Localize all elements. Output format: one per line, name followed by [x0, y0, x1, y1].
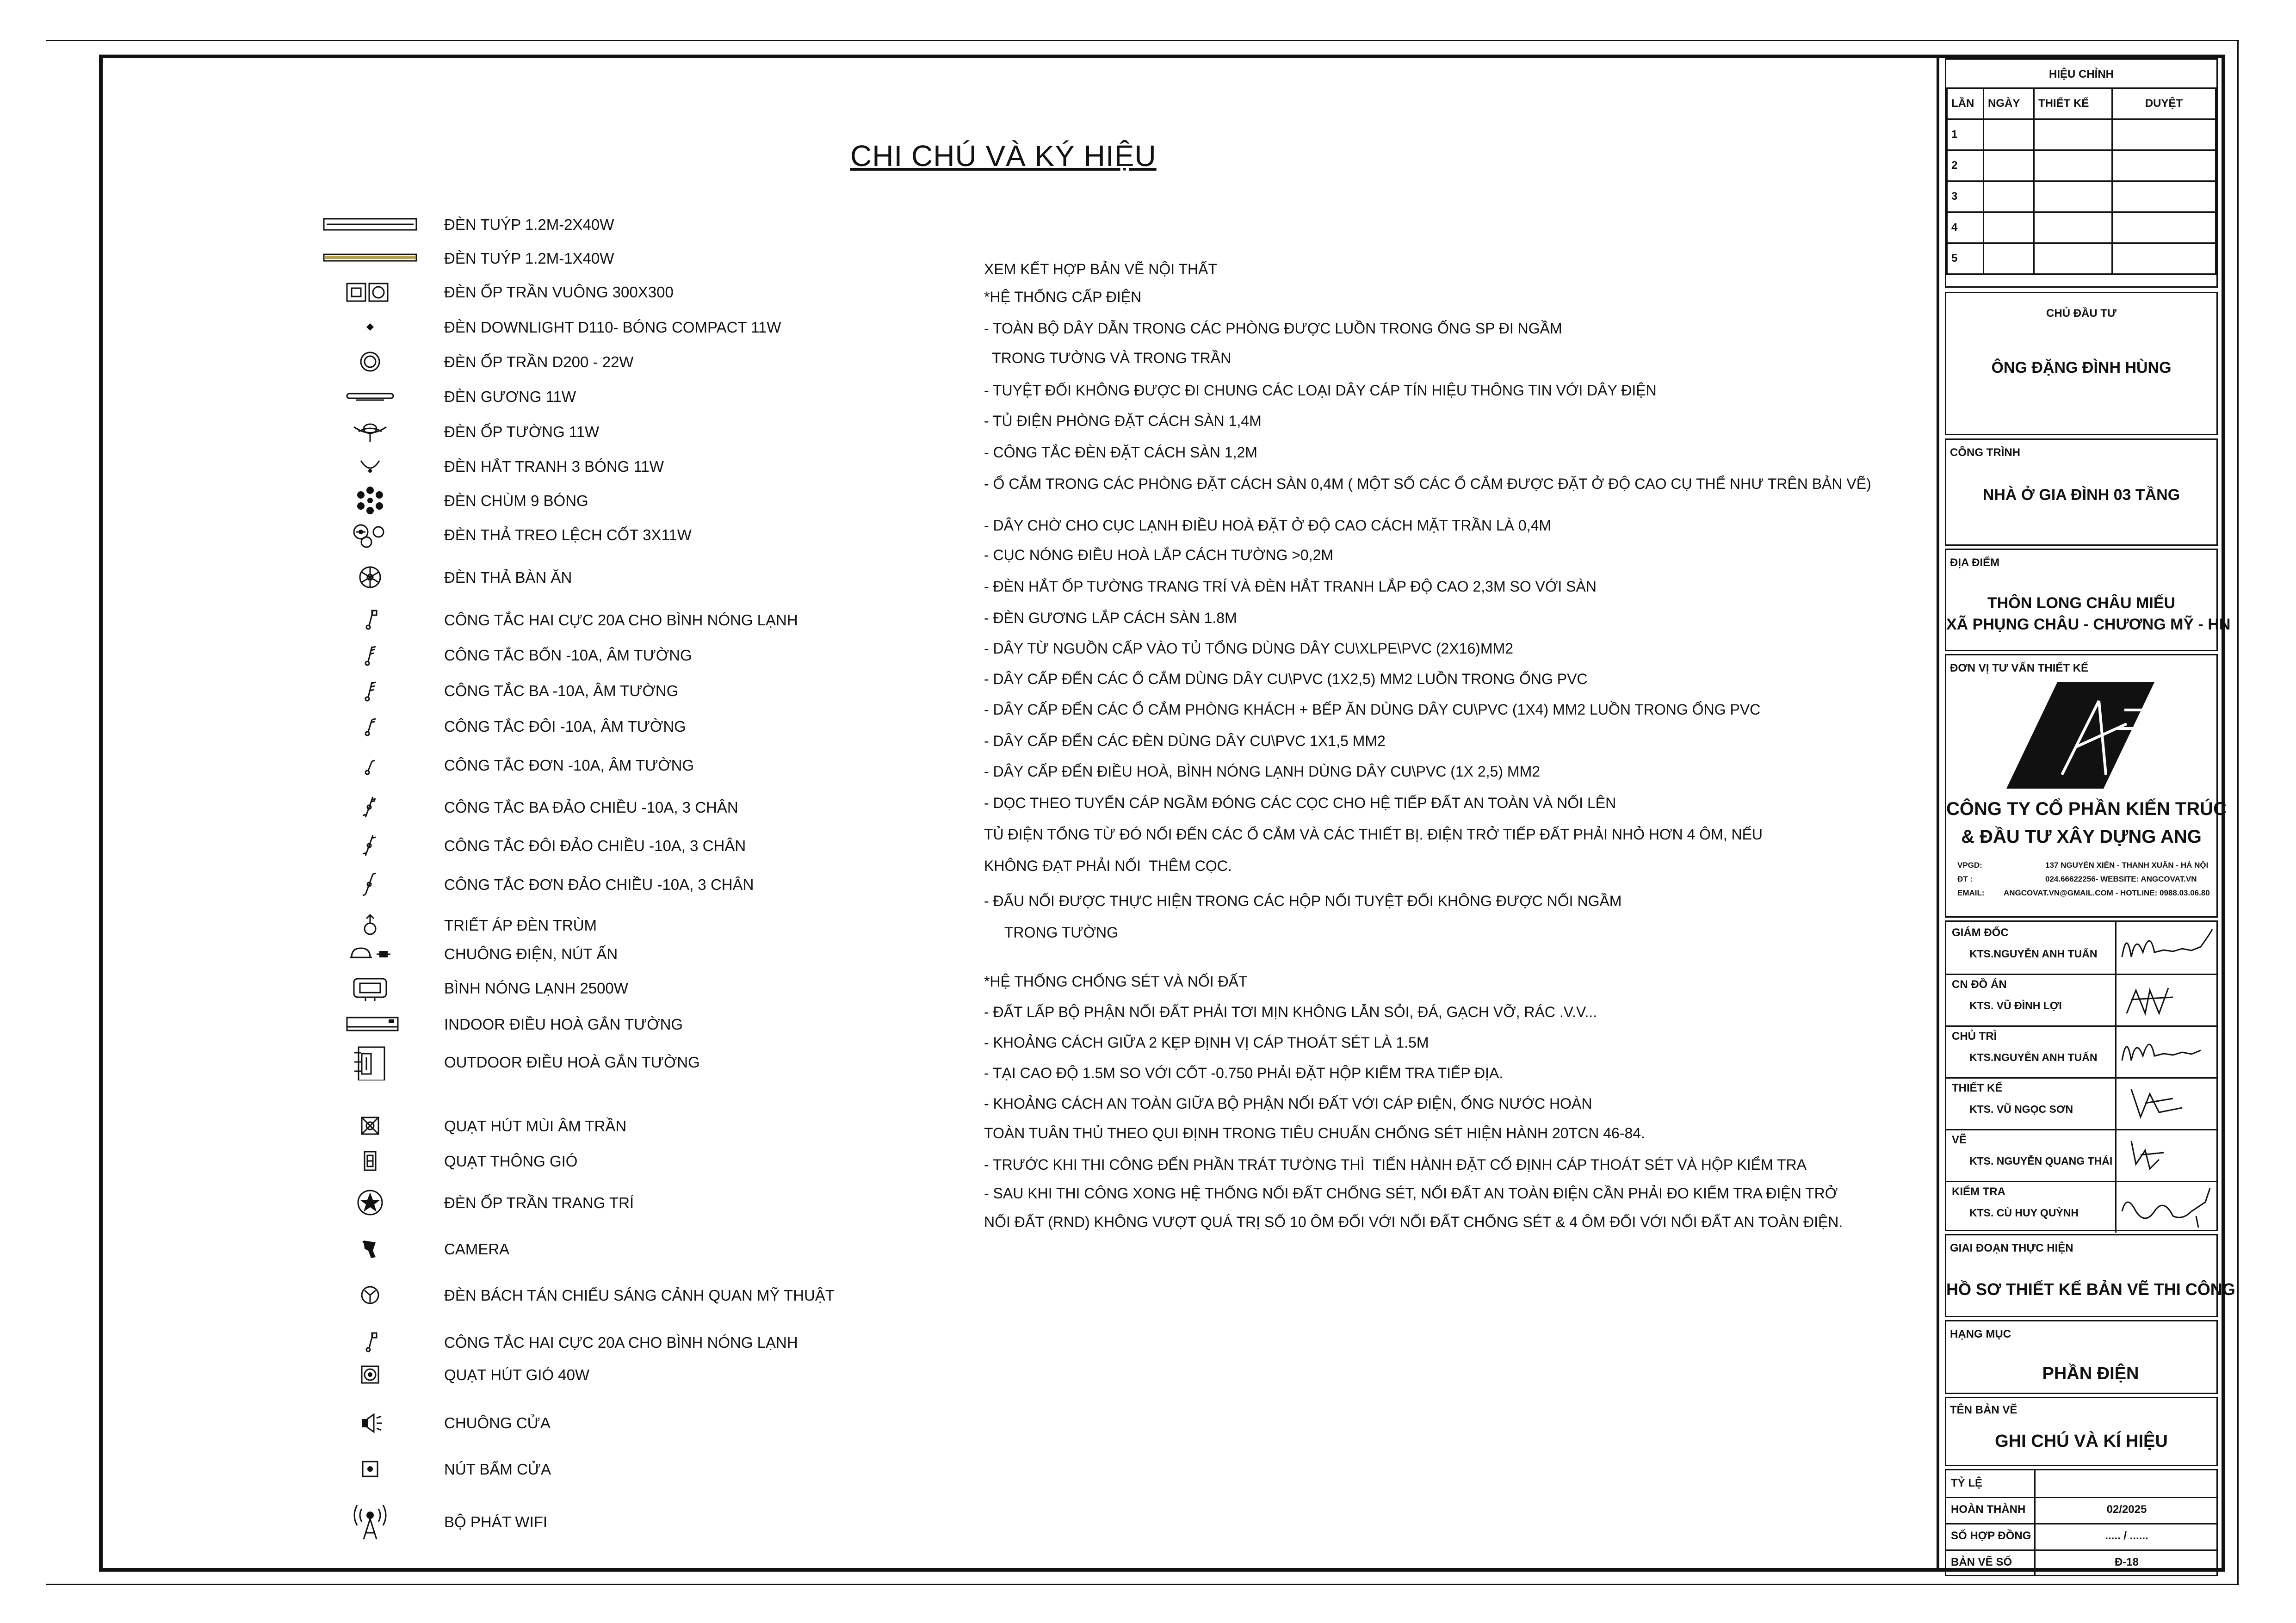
handwritten-signature-icon — [2117, 925, 2217, 971]
company-name-line-1: CÔNG TY CỔ PHẦN KIẾN TRÚC — [1946, 799, 2227, 819]
note-line: TỦ ĐIỆN TỔNG TỪ ĐÓ NỐI ĐẾN CÁC Ổ CẮM VÀ CÁC THIẾT BỊ. ĐIỆN TRỞ TIẾP ĐẤT PHẢI NHỎ HƠN 4 ÔM, NẾU — [984, 826, 1763, 843]
triple-switch-icon — [310, 672, 430, 709]
double-pole-switch-icon — [310, 601, 430, 638]
legend-label: ĐÈN HẮT TRANH 3 BÓNG 11W — [444, 458, 664, 475]
legend-item — [301, 343, 995, 380]
legend-item — [301, 1404, 995, 1441]
single-two-way-switch-icon — [310, 866, 430, 903]
handwritten-signature-icon — [2117, 1132, 2217, 1178]
info-box — [1945, 1469, 2218, 1576]
info-row — [1946, 1549, 2216, 1576]
revision-row — [1947, 150, 2216, 181]
chandelier-icon — [310, 482, 430, 519]
signature-role: CN ĐỒ ÁN — [1952, 978, 2007, 991]
handwritten-signature-icon — [2117, 1028, 2217, 1074]
note-line: - SAU KHI THI CÔNG XONG HỆ THỐNG NỐI ĐẤT CHỐNG SÉT, NỐI ĐẤT AN TOÀN ĐIỆN CẦN PHẢI ĐO KIỂM TRA ĐIỆN TRỞ — [984, 1185, 1838, 1202]
info-key: BẢN VẼ SỐ — [1951, 1556, 2012, 1568]
revision-cell — [1984, 243, 2034, 274]
signature-role: KIỂM TRA — [1952, 1185, 2005, 1198]
legend-item — [301, 747, 995, 784]
sheet-bottom-line — [46, 1584, 2239, 1585]
legend-item — [301, 1006, 995, 1043]
info-divider — [2034, 1470, 2036, 1497]
signature-row — [1946, 974, 2216, 1027]
handwritten-signature-icon — [2117, 976, 2217, 1023]
company-name-line-2: & ĐẦU TƯ XÂY DỰNG ANG — [1961, 827, 2202, 847]
mirror-light-icon — [310, 378, 430, 415]
door-button-icon — [310, 1450, 430, 1487]
revision-row — [1947, 243, 2216, 274]
revision-cell — [2112, 243, 2216, 274]
legend-label: ĐÈN TUÝP 1.2M-2X40W — [444, 216, 614, 233]
ac-indoor-icon — [310, 1006, 430, 1043]
owner-label: CHỦ ĐẦU TƯ — [2046, 307, 2117, 320]
signature-person: KTS. CÙ HUY QUỲNH — [1969, 1207, 2079, 1219]
note-line: - ĐÈN HẮT ỐP TƯỜNG TRANG TRÍ VÀ ĐÈN HẮT TRANH LẮP ĐỘ CAO 2,3M SO VỚI SÀN — [984, 578, 1597, 595]
legend-item — [301, 240, 995, 277]
legend-item — [301, 789, 995, 826]
legend-item — [301, 601, 995, 638]
handwritten-signature-icon — [2117, 1184, 2217, 1230]
signature-person: KTS. NGUYỄN QUANG THÁI — [1969, 1155, 2113, 1167]
legend-label: ĐÈN ỐP TRẦN TRANG TRÍ — [444, 1194, 634, 1211]
decorative-ceiling-light-icon — [310, 1184, 430, 1221]
legend-item — [301, 672, 995, 709]
legend-label: ĐÈN CHÙM 9 BÓNG — [444, 492, 588, 509]
legend-label: ĐÈN TUÝP 1.2M-1X40W — [444, 250, 614, 267]
legend-label: BỘ PHÁT WIFI — [444, 1513, 548, 1530]
revision-header-row — [1947, 88, 2216, 119]
revision-cell — [2112, 181, 2216, 212]
legend-label: CÔNG TẮC BA -10A, ÂM TƯỜNG — [444, 682, 679, 699]
note-line: TRONG TƯỜNG — [984, 924, 1119, 941]
revision-row-number: 5 — [1947, 243, 1984, 274]
location-box — [1945, 549, 2231, 651]
signature-person: KTS. VŨ NGỌC SƠN — [1969, 1103, 2073, 1115]
ventilation-fan-icon — [310, 1142, 430, 1179]
revision-cell — [2112, 119, 2216, 150]
note-line: - KHOẢNG CÁCH AN TOÀN GIỮA BỘ PHẬN NỐI ĐẤT VỚI CÁP ĐIỆN, ỐNG NƯỚC HOÀN — [984, 1095, 1592, 1112]
revision-cell — [2034, 150, 2112, 181]
note-line: TOÀN TUÂN THỦ THEO QUI ĐỊNH TRONG TIÊU CHUẨN CHỐNG SÉT HIỆN HÀNH 20TCN 46-84. — [984, 1125, 1645, 1142]
revision-cell — [1984, 181, 2034, 212]
notes-section-heading: *HỆ THỐNG CHỐNG SÉT VÀ NỐI ĐẤT — [984, 973, 1248, 990]
legend-item — [301, 1324, 995, 1361]
legend-label: INDOOR ĐIỀU HOÀ GẮN TƯỜNG — [444, 1016, 683, 1033]
drawing-name-box — [1945, 1397, 2218, 1466]
legend-label: CÔNG TẮC ĐÔI ĐẢO CHIỀU -10A, 3 CHÂN — [444, 837, 746, 854]
phase-label: GIAI ĐOẠN THỰC HIỆN — [1950, 1242, 2073, 1254]
legend-item — [301, 1450, 995, 1487]
contact-email — [1957, 889, 2216, 898]
legend-item — [301, 273, 995, 310]
note-line: - KHOẢNG CÁCH GIỮA 2 KẸP ĐỊNH VỊ CÁP THOÁT SÉT LÀ 1.5M — [984, 1034, 1429, 1051]
legend-label: ĐÈN BÁCH TÁN CHIẾU SÁNG CẢNH QUAN MỸ THUẬT — [444, 1287, 835, 1304]
note-line: - DÂY CẤP ĐẾN CÁC Ổ CẮM DÙNG DÂY CU\PVC (1X2,5) MM2 LUỒN TRONG ỐNG PVC — [984, 671, 1588, 687]
contact-key: EMAIL: — [1957, 889, 1985, 897]
double-switch-icon — [310, 708, 430, 745]
revision-col-thiet-ke: THIẾT KẾ — [2034, 88, 2112, 119]
notes-section-heading: *HỆ THỐNG CẤP ĐIỆN — [984, 289, 1142, 305]
legend-item — [301, 1230, 995, 1267]
contact-phone — [1957, 875, 2216, 884]
legend-label: CHUÔNG CỬA — [444, 1414, 551, 1432]
round-ceiling-light-icon — [310, 343, 430, 380]
note-line: TRONG TƯỜNG VÀ TRONG TRẦN — [984, 350, 1232, 366]
contact-key: ĐT : — [1957, 875, 1973, 883]
revision-cell — [1984, 119, 2034, 150]
revision-col-lan: LẦN — [1947, 88, 1984, 119]
legend-item — [301, 1356, 995, 1393]
location-line-2: XÃ PHỤNG CHÂU - CHƯƠNG MỸ - HN — [1946, 616, 2231, 633]
signature-role: GIÁM ĐỐC — [1952, 926, 2009, 939]
ceiling-exhaust-fan-icon — [310, 1107, 430, 1144]
location-label: ĐỊA ĐIỂM — [1950, 556, 2000, 569]
note-line: - DỌC THEO TUYẾN CÁP NGẦM ĐÓNG CÁC CỌC CHO HỆ TIẾP ĐẤT AN TOÀN VÀ NỐI LÊN — [984, 795, 1616, 811]
location-line-1: THÔN LONG CHÂU MIẾU — [1987, 594, 2176, 612]
signature-row — [1946, 922, 2216, 975]
category-value: PHẦN ĐIỆN — [2042, 1364, 2139, 1383]
signature-role: VẼ — [1952, 1134, 1967, 1146]
contact-value: 137 NGUYỄN XIỂN - THANH XUÂN - HÀ NỘI — [2045, 861, 2209, 870]
ac-outdoor-icon — [310, 1043, 430, 1080]
legend-label: CÔNG TẮC HAI CỰC 20A CHO BÌNH NÓNG LẠNH — [444, 1334, 798, 1351]
signature-person: KTS.NGUYỄN ANH TUẤN — [1969, 948, 2098, 960]
revision-row-number: 2 — [1947, 150, 1984, 181]
legend-item — [301, 1184, 995, 1221]
consultant-box — [1945, 654, 2227, 918]
project-name: NHÀ Ở GIA ĐÌNH 03 TẦNG — [1982, 486, 2180, 504]
downlight-icon — [310, 309, 430, 346]
legend-label: CHUÔNG ĐIỆN, NÚT ẤN — [444, 945, 618, 963]
revision-cell — [2112, 212, 2216, 243]
project-box — [1945, 438, 2218, 546]
legend-item — [301, 482, 995, 519]
note-line: - ĐẤU NỐI ĐƯỢC THỰC HIỆN TRONG CÁC HỘP NỐI TUYỆT ĐỐI KHÔNG ĐƯỢC NỐI NGẦM — [984, 893, 1622, 909]
dining-pendant-light-icon — [310, 559, 430, 596]
revision-col-ngay: NGÀY — [1984, 88, 2034, 119]
legend-item — [301, 935, 995, 972]
legend-label: BÌNH NÓNG LẠNH 2500W — [444, 980, 628, 997]
revision-table — [1946, 87, 2216, 275]
legend-label: CÔNG TẮC ĐƠN -10A, ÂM TƯỜNG — [444, 757, 694, 774]
revision-cell — [2034, 119, 2112, 150]
revision-row — [1947, 212, 2216, 243]
double-two-way-switch-icon — [310, 827, 430, 864]
legend-label: CAMERA — [444, 1240, 510, 1258]
triple-two-way-switch-icon — [310, 789, 430, 826]
legend-item — [301, 378, 995, 415]
phase-box — [1945, 1234, 2235, 1317]
handwritten-signature-icon — [2117, 1080, 2217, 1126]
legend-item — [301, 636, 995, 673]
legend-label: ĐÈN ỐP TƯỜNG 11W — [444, 423, 600, 440]
legend-item — [301, 559, 995, 596]
revision-cell — [1984, 212, 2034, 243]
contact-value: ANGCOVAT.VN@GMAIL.COM - HOTLINE: 0988.03.06.80 — [2004, 889, 2210, 897]
revision-cell — [2034, 181, 2112, 212]
revision-cell — [2112, 150, 2216, 181]
drawing-name-label: TÊN BẢN VẼ — [1950, 1404, 2018, 1416]
legend-item — [301, 1043, 995, 1080]
info-divider — [2034, 1549, 2036, 1576]
category-box — [1945, 1320, 2218, 1394]
drawing-name-value: GHI CHÚ VÀ KÍ HIỆU — [1995, 1432, 2168, 1451]
legend-item — [301, 309, 995, 346]
revision-row — [1947, 181, 2216, 212]
note-line: - TRƯỚC KHI THI CÔNG ĐẾN PHẦN TRÁT TƯỜNG THÌ TIẾN HÀNH ĐẶT CỐ ĐỊNH CÁP THOÁT SÉT VÀ HỘP KIỂM TRA — [984, 1156, 1807, 1173]
note-line: - TUYỆT ĐỐI KHÔNG ĐƯỢC ĐI CHUNG CÁC LOẠI DÂY CÁP TÍN HIỆU THÔNG TIN VỚI DÂY ĐIỆN — [984, 382, 1657, 399]
legend-item — [301, 827, 995, 864]
legend-item — [301, 1107, 995, 1144]
legend-label: QUẠT HÚT MÙI ÂM TRẦN — [444, 1117, 627, 1135]
signature-person: KTS. VŨ ĐÌNH LỢI — [1969, 1000, 2062, 1012]
revision-cell — [2034, 243, 2112, 274]
exhaust-fan-40w-icon — [310, 1356, 430, 1393]
note-line: XEM KẾT HỢP BẢN VẼ NỘI THẤT — [984, 261, 1217, 278]
revision-box — [1945, 58, 2218, 288]
tube-light-2x40w-icon — [310, 206, 430, 243]
contact-value: 024.66622256- WEBSITE: ANGCOVAT.VN — [2045, 875, 2197, 883]
legend-label: ĐÈN DOWNLIGHT D110- BÓNG COMPACT 11W — [444, 319, 781, 336]
note-line: - ĐÈN GƯƠNG LẮP CÁCH SÀN 1.8M — [984, 610, 1237, 626]
quad-switch-icon — [310, 636, 430, 673]
category-label: HẠNG MỤC — [1950, 1328, 2011, 1340]
note-line: - DÂY CẤP ĐẾN CÁC Ổ CẮM PHÒNG KHÁCH + BẾP ĂN DÙNG DÂY CU\PVC (1X4) MM2 LUỒN TRONG ỐNG PVC — [984, 701, 1761, 718]
legend-item — [301, 708, 995, 745]
pendant-offset-light-icon — [310, 516, 430, 553]
sheet-right-line — [2237, 40, 2239, 1585]
note-line: - Ổ CẮM TRONG CÁC PHÒNG ĐẶT CÁCH SÀN 0,4M ( MỘT SỐ CÁC Ổ CẮM ĐƯỢC ĐẶT Ở ĐỘ CAO CỤ THỂ NHƯ TRÊN BẢN VẼ) — [984, 475, 1871, 492]
legend-item — [301, 1277, 995, 1314]
legend-label: QUẠT HÚT GIÓ 40W — [444, 1366, 590, 1383]
note-line: - CỤC NÓNG ĐIỀU HOÀ LẮP CÁCH TƯỜNG >0,2M — [984, 547, 1334, 563]
double-pole-switch-icon — [310, 1324, 430, 1361]
legend-label: QUẠT THÔNG GIÓ — [444, 1153, 578, 1170]
signature-divider — [2115, 922, 2117, 1233]
revision-heading: HIỆU CHỈNH — [2048, 68, 2114, 80]
signature-row — [1946, 1129, 2216, 1182]
info-value: ..... / ...... — [2105, 1530, 2148, 1542]
camera-icon — [310, 1230, 430, 1267]
signature-person: KTS.NGUYỄN ANH TUẤN — [1969, 1051, 2098, 1063]
signature-role: THIẾT KẾ — [1952, 1082, 2003, 1094]
revision-row-number: 3 — [1947, 181, 1984, 212]
company-logo-icon — [2006, 682, 2154, 789]
owner-box — [1945, 292, 2218, 435]
wall-light-icon — [310, 413, 430, 450]
legend-label: TRIẾT ÁP ĐÈN TRÙM — [444, 917, 597, 934]
picture-light-icon — [310, 448, 430, 485]
water-heater-icon — [310, 969, 430, 1006]
signature-row — [1946, 1025, 2216, 1079]
revision-col-duyet: DUYỆT — [2112, 88, 2216, 119]
legend-item — [301, 206, 995, 243]
page-title: CHI CHÚ VÀ KÝ HIỆU — [850, 139, 1157, 173]
info-row — [1946, 1470, 2216, 1498]
revision-row — [1947, 119, 2216, 150]
signature-row — [1946, 1181, 2216, 1233]
legend-label: NÚT BẤM CỬA — [444, 1461, 551, 1478]
note-line: - TẠI CAO ĐỘ 1.5M SO VỚI CỐT -0.750 PHẢI ĐẶT HỘP KIỂM TRA TIẾP ĐỊA. — [984, 1065, 1504, 1081]
tube-light-1x40w-icon — [310, 240, 430, 277]
note-line: - TỦ ĐIỆN PHÒNG ĐẶT CÁCH SÀN 1,4M — [984, 413, 1262, 429]
info-value: 02/2025 — [2106, 1503, 2147, 1516]
single-switch-icon — [310, 747, 430, 784]
revision-row-number: 4 — [1947, 212, 1984, 243]
legend-label: ĐÈN ỐP TRẦN D200 - 22W — [444, 353, 634, 370]
signature-box — [1945, 920, 2218, 1231]
note-line: - DÂY CẤP ĐẾN ĐIỀU HOÀ, BÌNH NÓNG LẠNH DÙNG DÂY CU\PVC (1X 2,5) MM2 — [984, 763, 1541, 780]
note-line: - DÂY CẤP ĐẾN CÁC ĐÈN DÙNG DÂY CU\PVC 1X1,5 MM2 — [984, 733, 1386, 749]
legend-label: ĐÈN THẢ TREO LỆCH CỐT 3X11W — [444, 526, 692, 543]
consultant-label: ĐƠN VỊ TƯ VẤN THIẾT KẾ — [1950, 662, 2089, 674]
legend-item — [301, 413, 995, 450]
legend-item — [301, 448, 995, 485]
project-label: CÔNG TRÌNH — [1950, 446, 2020, 459]
signature-row — [1946, 1077, 2216, 1130]
note-line: - TOÀN BỘ DÂY DẪN TRONG CÁC PHÒNG ĐƯỢC LUỒN TRONG ỐNG SP ĐI NGẦM — [984, 320, 1562, 337]
revision-cell — [1984, 150, 2034, 181]
square-ceiling-light-icon — [310, 273, 430, 310]
legend-label: CÔNG TẮC ĐÔI -10A, ÂM TƯỜNG — [444, 718, 686, 735]
legend-item — [301, 1503, 995, 1540]
legend-item — [301, 1142, 995, 1179]
info-divider — [2034, 1497, 2036, 1523]
signature-role: CHỦ TRÌ — [1952, 1030, 1997, 1043]
legend-label: ĐÈN GƯƠNG 11W — [444, 388, 576, 405]
note-line: - DÂY CHỜ CHO CỤC LẠNH ĐIỀU HOÀ ĐẶT Ở ĐỘ CAO CÁCH MẶT TRẦN LÀ 0,4M — [984, 517, 1552, 534]
info-value: Đ-18 — [2114, 1556, 2139, 1568]
legend-label: CÔNG TẮC ĐƠN ĐẢO CHIỀU -10A, 3 CHÂN — [444, 876, 754, 893]
legend-label: CÔNG TẮC BA ĐẢO CHIỀU -10A, 3 CHÂN — [444, 799, 738, 816]
info-row — [1946, 1497, 2216, 1524]
phase-value: HỒ SƠ THIẾT KẾ BẢN VẼ THI CÔNG — [1946, 1280, 2235, 1299]
owner-name: ÔNG ĐẶNG ĐÌNH HÙNG — [1991, 359, 2172, 376]
legend-item — [301, 516, 995, 553]
contact-vpgd — [1957, 861, 2216, 870]
note-line: - ĐẤT LẤP BỘ PHẬN NỐI ĐẤT PHẢI TƠI MỊN KHÔNG LẪN SỎI, ĐÁ, GẠCH VỠ, RÁC .V.V... — [984, 1004, 1597, 1020]
info-key: HOÀN THÀNH — [1951, 1503, 2026, 1516]
info-row — [1946, 1523, 2216, 1551]
legend-item — [301, 866, 995, 903]
legend-label: CÔNG TẮC HAI CỰC 20A CHO BÌNH NÓNG LẠNH — [444, 611, 798, 629]
note-line: NỐI ĐẤT (RND) KHÔNG VƯỢT QUÁ TRỊ SỐ 10 ÔM ĐỐI VỚI NỐI ĐẤT CHỐNG SÉT & 4 ÔM ĐỐI VỚI NỐI ĐẤT AN TOÀN ĐIỆN. — [984, 1214, 1843, 1230]
info-divider — [2034, 1523, 2036, 1549]
door-bell-icon — [310, 1404, 430, 1441]
legend-label: ĐÈN THẢ BÀN ĂN — [444, 569, 572, 586]
legend-label: OUTDOOR ĐIỀU HOÀ GẮN TƯỜNG — [444, 1054, 700, 1071]
sheet-top-line — [46, 40, 2239, 41]
info-key: SỐ HỢP ĐỒNG — [1951, 1530, 2031, 1542]
landscape-flood-light-icon — [310, 1277, 430, 1314]
note-line: - DÂY TỪ NGUỒN CẤP VÀO TỦ TỔNG DÙNG DÂY CU\XLPE\PVC (2X16)MM2 — [984, 640, 1514, 657]
revision-row-number: 1 — [1947, 119, 1984, 150]
info-key: TỶ LỆ — [1951, 1477, 1983, 1489]
legend-label: CÔNG TẮC BỐN -10A, ÂM TƯỜNG — [444, 647, 692, 664]
note-line: - CÔNG TẮC ĐÈN ĐẶT CÁCH SÀN 1,2M — [984, 444, 1257, 461]
contact-key: VPGD: — [1957, 861, 1982, 870]
bell-button-icon — [310, 935, 430, 972]
revision-cell — [2034, 212, 2112, 243]
legend-label: ĐÈN ỐP TRẦN VUÔNG 300X300 — [444, 284, 674, 301]
legend-item — [301, 969, 995, 1006]
title-block — [1937, 58, 2235, 1569]
note-line: KHÔNG ĐẠT PHẢI NỐI THÊM CỌC. — [984, 858, 1232, 874]
wifi-transmitter-icon — [310, 1503, 430, 1540]
